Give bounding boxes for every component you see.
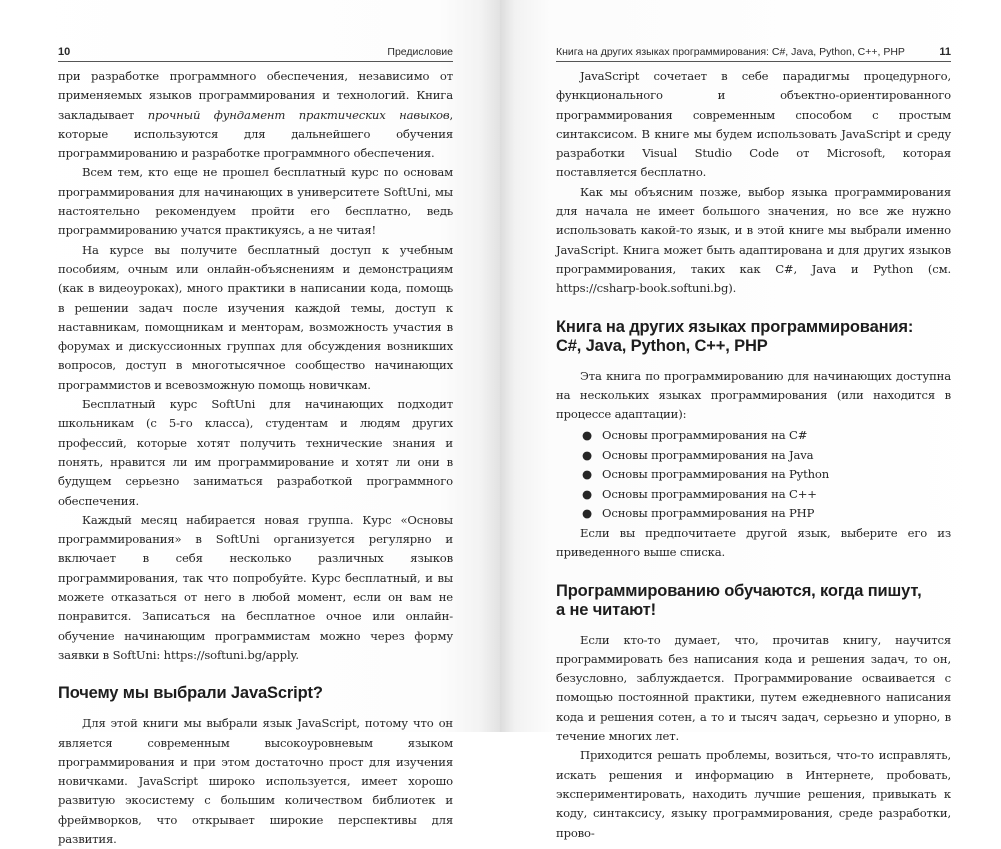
paragraph: Для этой книги мы выбрали язык JavaScript, потому что он является современным высокоуровневым языком программирования и при этом достаточно прост для изучения новичками. JavaScript широко используется, имеет хорошо развитую экосистему с большим количеством библиотек и фреймворков, что открывает широкие перспективы для развития.	[58, 716, 453, 846]
paragraph-continued	[58, 67, 453, 163]
left-page-content	[58, 44, 453, 849]
section-heading: Почему мы выбрали JavaScript?	[58, 684, 323, 703]
italic-emphasis: прочный фундамент практических навыков	[147, 107, 450, 122]
list-item	[556, 504, 951, 524]
list-item-text: Основы программирования на C#	[602, 428, 808, 443]
text-run: , которые используются для дальнейшего обучения программированию и разработке программного обеспечения.	[58, 107, 453, 161]
list-item-text: Основы программирования на Python	[602, 467, 830, 482]
paragraph: Если вы предпочитаете другой язык, выберите его из приведенного выше списка.	[556, 525, 951, 560]
page-number: 10	[58, 46, 71, 58]
paragraph: Эта книга по программированию для начинающих доступна на нескольких языках программирования (или находится в процессе адаптации):	[556, 368, 951, 422]
paragraph: Как мы объясним позже, выбор языка программирования для начала не имеет большого значения, но все же нужно использовать какой-то язык, и в этой книге мы выбрали именно JavaScript. Книга может быть адаптирована и для других языков программирования, таких как C#, Java и Python (см. https://csharp-book.softuni.bg).	[556, 184, 951, 296]
heading-line: Книга на других языках программирования:	[556, 317, 914, 336]
running-head-right	[556, 44, 951, 62]
left-page	[0, 0, 500, 846]
paragraph: На курсе вы получите бесплатный доступ к учебным пособиям, очным или онлайн-объяснениям и демонстрациям (как в видеоуроках), много практики в написании кода, помощь в решении задач после изучения каждой темы, доступ к наставникам, помощникам и менторам, возможность участия в форумах и дискуссионных группах для обсуждения возникших вопросов, доступ в многотысячное сообщество начинающих программистов и всевозможную помощь новичкам.	[58, 242, 453, 392]
right-page-content	[556, 44, 951, 843]
bullet-icon: ●	[582, 486, 592, 501]
page-number: 11	[939, 46, 951, 58]
paragraph: Каждый месяц набирается новая группа. Курс «Основы программирования» в SoftUni организуется регулярно и включает в себя несколько различных языков программирования, так что попробуйте. Курс бесплатный, и вы можете отказаться от него в любой момент, если он вам не понравится. Записаться на бесплатное очное или онлайн-обучение начинающим программистам можно через форму заявки в SoftUni: https://softuni.bg/apply.	[58, 512, 453, 662]
language-list	[556, 426, 951, 524]
list-item	[556, 485, 951, 505]
bullet-icon: ●	[582, 428, 592, 443]
list-item-text: Основы программирования на Java	[602, 447, 814, 462]
paragraph: Бесплатный курс SoftUni для начинающих подходит школьникам (с 5-го класса), студентам и людям других профессий, которые хотят получить технические знания и понять, нравится ли им программирование и хотят ли они в будущем серьезно заниматься разработкой программного обеспечения.	[58, 397, 453, 508]
heading-line: Программированию обучаются, когда пишут,	[556, 581, 922, 600]
right-page	[500, 0, 1001, 840]
paragraph: Всем тем, кто еще не прошел бесплатный курс по основам программирования для начинающих в университете SoftUni, мы настоятельно рекомендуем пройти его бесплатно, ведь программированию учатся практикуясь, а не читая!	[58, 165, 453, 238]
running-head-title: Книга на других языках программирования: C#, Java, Python, C++, PHP	[556, 46, 905, 58]
list-item	[556, 446, 951, 466]
running-head-title: Предисловие	[387, 46, 453, 58]
list-item	[556, 465, 951, 485]
list-item	[556, 426, 951, 446]
paragraph: Приходится решать проблемы, возиться, что-то исправлять, искать решения и информацию в Интернете, пробовать, экспериментировать, находить лучшие решения, привыкать к коду, синтаксису, языку программирования, среде разработки, прово-	[556, 748, 951, 840]
text-run: при разработке программного обеспечения, независимо от применяемых языков программирования и технологий. Книга закладывает	[58, 69, 453, 122]
bullet-icon: ●	[582, 506, 592, 521]
section-heading	[556, 582, 951, 620]
section-heading	[556, 318, 951, 356]
body-text	[556, 67, 951, 843]
paragraph: JavaScript сочетает в себе парадигмы процедурного, функционального и объектно-ориентированного программирования современным способом с простым синтаксисом. В книге мы будем использовать JavaScript и среду разработки Visual Studio Code от Microsoft, которая поставляется бесплатно.	[556, 69, 951, 180]
paragraph: Если кто-то думает, что, прочитав книгу, научится программировать без написания кода и решения задач, то он, безусловно, заблуждается. Программирование осваивается с помощью постоянной практики, путем ежедневного написания кода и решения сотен, а то и тысяч задач, серьезно и упорно, в течение многих лет.	[556, 632, 951, 744]
running-head-left	[58, 44, 453, 62]
heading-line: а не читают!	[556, 600, 656, 619]
bullet-icon: ●	[582, 447, 592, 462]
bullet-icon: ●	[582, 467, 592, 482]
list-item-text: Основы программирования на C++	[602, 486, 817, 501]
heading-line: C#, Java, Python, C++, PHP	[556, 336, 768, 355]
list-item-text: Основы программирования на PHP	[602, 506, 815, 521]
